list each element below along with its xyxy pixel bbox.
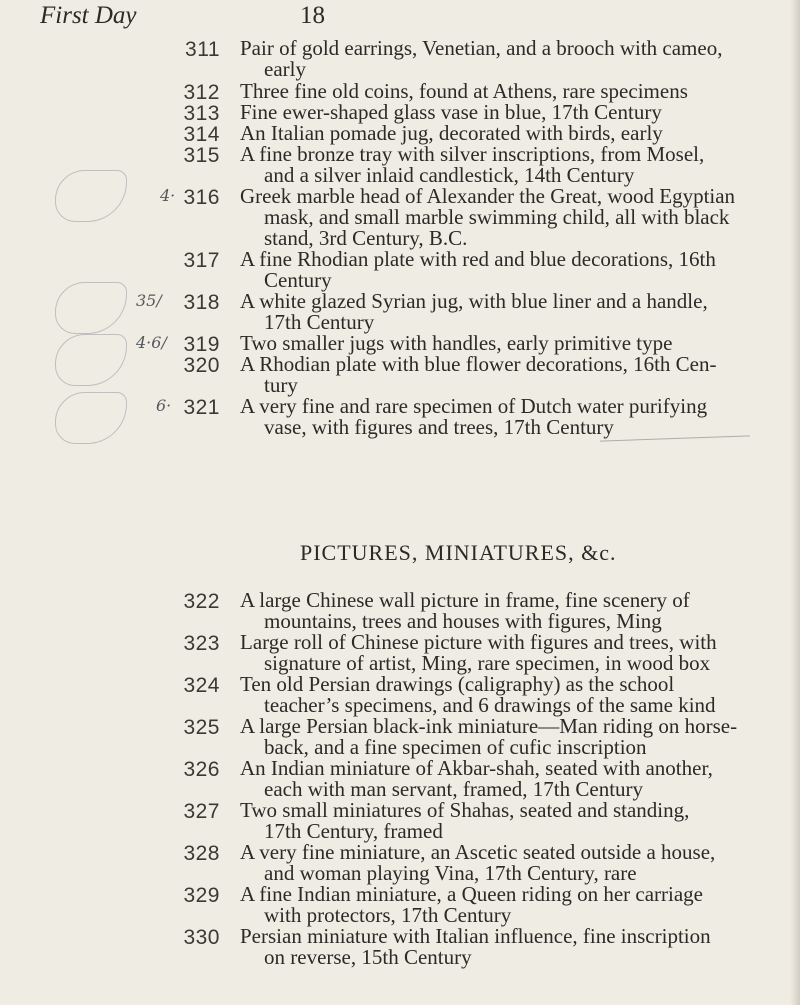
- lot-description: [240, 81, 790, 102]
- lot-description-line: early: [264, 57, 306, 81]
- lot-description: [240, 144, 790, 186]
- lot-number: 330: [183, 926, 220, 949]
- pencil-annotation: 35/: [136, 291, 162, 310]
- lot-number: 320: [183, 354, 220, 377]
- lot-description: [240, 354, 790, 396]
- lot-number: 323: [183, 632, 220, 655]
- lot-description-line: A large Persian black-ink miniature—Man riding on horse-: [240, 714, 738, 738]
- lot-description-line: A very fine miniature, an Ascetic seated outside a house,: [240, 840, 716, 864]
- lot-number: 324: [183, 674, 220, 697]
- pencil-margin-mark: [55, 282, 127, 334]
- lot-number: 318: [183, 291, 220, 314]
- lot-number: 327: [183, 800, 220, 823]
- lot-description-line: on reverse, 15th Century: [264, 945, 472, 969]
- section-heading: PICTURES, MINIATURES, &c.: [300, 540, 617, 565]
- lot-description-line: 17th Century, framed: [264, 819, 443, 843]
- pencil-annotation: 6·: [156, 396, 172, 415]
- lot-number: 312: [183, 81, 220, 104]
- pencil-annotation: 4·: [160, 186, 176, 205]
- lot-description: [240, 716, 790, 758]
- lot-description: [240, 632, 790, 674]
- lot-description: [240, 884, 790, 926]
- pencil-annotation: 4·6/: [136, 333, 167, 352]
- lot-description-line: An Indian miniature of Akbar-shah, seated with another,: [240, 756, 713, 780]
- lot-description-line: and a silver inlaid candlestick, 14th Century: [264, 163, 635, 187]
- lot-description-line: An Italian pomade jug, decorated with birds, early: [240, 121, 663, 145]
- lot-description-line: 17th Century: [264, 310, 375, 334]
- lot-description-line: and woman playing Vina, 17th Century, rare: [264, 861, 637, 885]
- running-head-day: First Day: [40, 2, 137, 29]
- lot-description-line: back, and a fine specimen of cufic inscription: [264, 735, 647, 759]
- lot-description-line: vase, with figures and trees, 17th Century: [264, 415, 614, 439]
- lot-number: 322: [183, 590, 220, 613]
- lot-description: [240, 249, 790, 291]
- lot-description: [240, 842, 790, 884]
- lot-description: [240, 102, 790, 123]
- lot-description: [240, 590, 790, 632]
- lot-number: 321: [183, 396, 220, 419]
- lot-description-line: Greek marble head of Alexander the Great, wood Egyptian: [240, 184, 736, 208]
- lot-description: [240, 333, 790, 354]
- lot-number: 329: [183, 884, 220, 907]
- lot-number: 325: [183, 716, 220, 739]
- lot-description-line: A Rhodian plate with blue flower decorations, 16th Cen-: [240, 352, 717, 376]
- lot-description: [240, 800, 790, 842]
- lot-number: 315: [183, 144, 220, 167]
- lot-number: 328: [183, 842, 220, 865]
- lot-description-line: A white glazed Syrian jug, with blue liner and a handle,: [240, 289, 708, 313]
- lot-description: [240, 291, 790, 333]
- lot-description-line: tury: [264, 373, 298, 397]
- lot-number: 313: [183, 102, 220, 125]
- lot-number: 326: [183, 758, 220, 781]
- lot-description-line: stand, 3rd Century, B.C.: [264, 226, 468, 250]
- pencil-margin-mark: [55, 392, 127, 444]
- lot-description: [240, 396, 790, 438]
- page-header: [40, 2, 780, 32]
- lot-description-line: mask, and small marble swimming child, all with black: [264, 205, 730, 229]
- lot-description: [240, 674, 790, 716]
- lot-number: 319: [183, 333, 220, 356]
- page-number: 18: [300, 2, 325, 29]
- lot-number: 316: [183, 186, 220, 209]
- lot-description-line: A fine Indian miniature, a Queen riding on her carriage: [240, 882, 703, 906]
- lot-description-line: Two small miniatures of Shahas, seated and standing,: [240, 798, 690, 822]
- lot-description-line: A fine bronze tray with silver inscriptions, from Mosel,: [240, 142, 705, 166]
- lot-description: [240, 186, 790, 249]
- lot-description-line: each with man servant, framed, 17th Century: [264, 777, 644, 801]
- lot-description-line: with protectors, 17th Century: [264, 903, 512, 927]
- pencil-margin-mark: [55, 170, 127, 222]
- lot-description-line: Three fine old coins, found at Athens, rare specimens: [240, 79, 688, 103]
- lot-description-line: Ten old Persian drawings (caligraphy) as the school: [240, 672, 675, 696]
- page-edge-shadow: [790, 0, 800, 1005]
- pencil-margin-mark: [55, 334, 127, 386]
- lot-number: 314: [183, 123, 220, 146]
- lot-description: [240, 123, 790, 144]
- lot-description-line: A large Chinese wall picture in frame, fine scenery of: [240, 588, 690, 612]
- lot-description-line: A very fine and rare specimen of Dutch water purifying: [240, 394, 708, 418]
- lot-number: 311: [185, 38, 220, 61]
- lot-description-line: Fine ewer-shaped glass vase in blue, 17th Century: [240, 100, 662, 124]
- lot-description-line: Century: [264, 268, 332, 292]
- lot-description-line: Pair of gold earrings, Venetian, and a brooch with cameo,: [240, 36, 723, 60]
- lot-description: [240, 38, 790, 80]
- lot-description-line: Two smaller jugs with handles, early primitive type: [240, 331, 673, 355]
- lot-description-line: teacher’s specimens, and 6 drawings of the same kind: [264, 693, 716, 717]
- lot-description-line: A fine Rhodian plate with red and blue decorations, 16th: [240, 247, 716, 271]
- lot-description-line: signature of artist, Ming, rare specimen, in wood box: [264, 651, 711, 675]
- lot-description: [240, 758, 790, 800]
- lot-description-line: Persian miniature with Italian influence, fine inscription: [240, 924, 711, 948]
- lot-description-line: Large roll of Chinese picture with figures and trees, with: [240, 630, 717, 654]
- lot-description-line: mountains, trees and houses with figures, Ming: [264, 609, 662, 633]
- lot-description: [240, 926, 790, 968]
- lot-number: 317: [183, 249, 220, 272]
